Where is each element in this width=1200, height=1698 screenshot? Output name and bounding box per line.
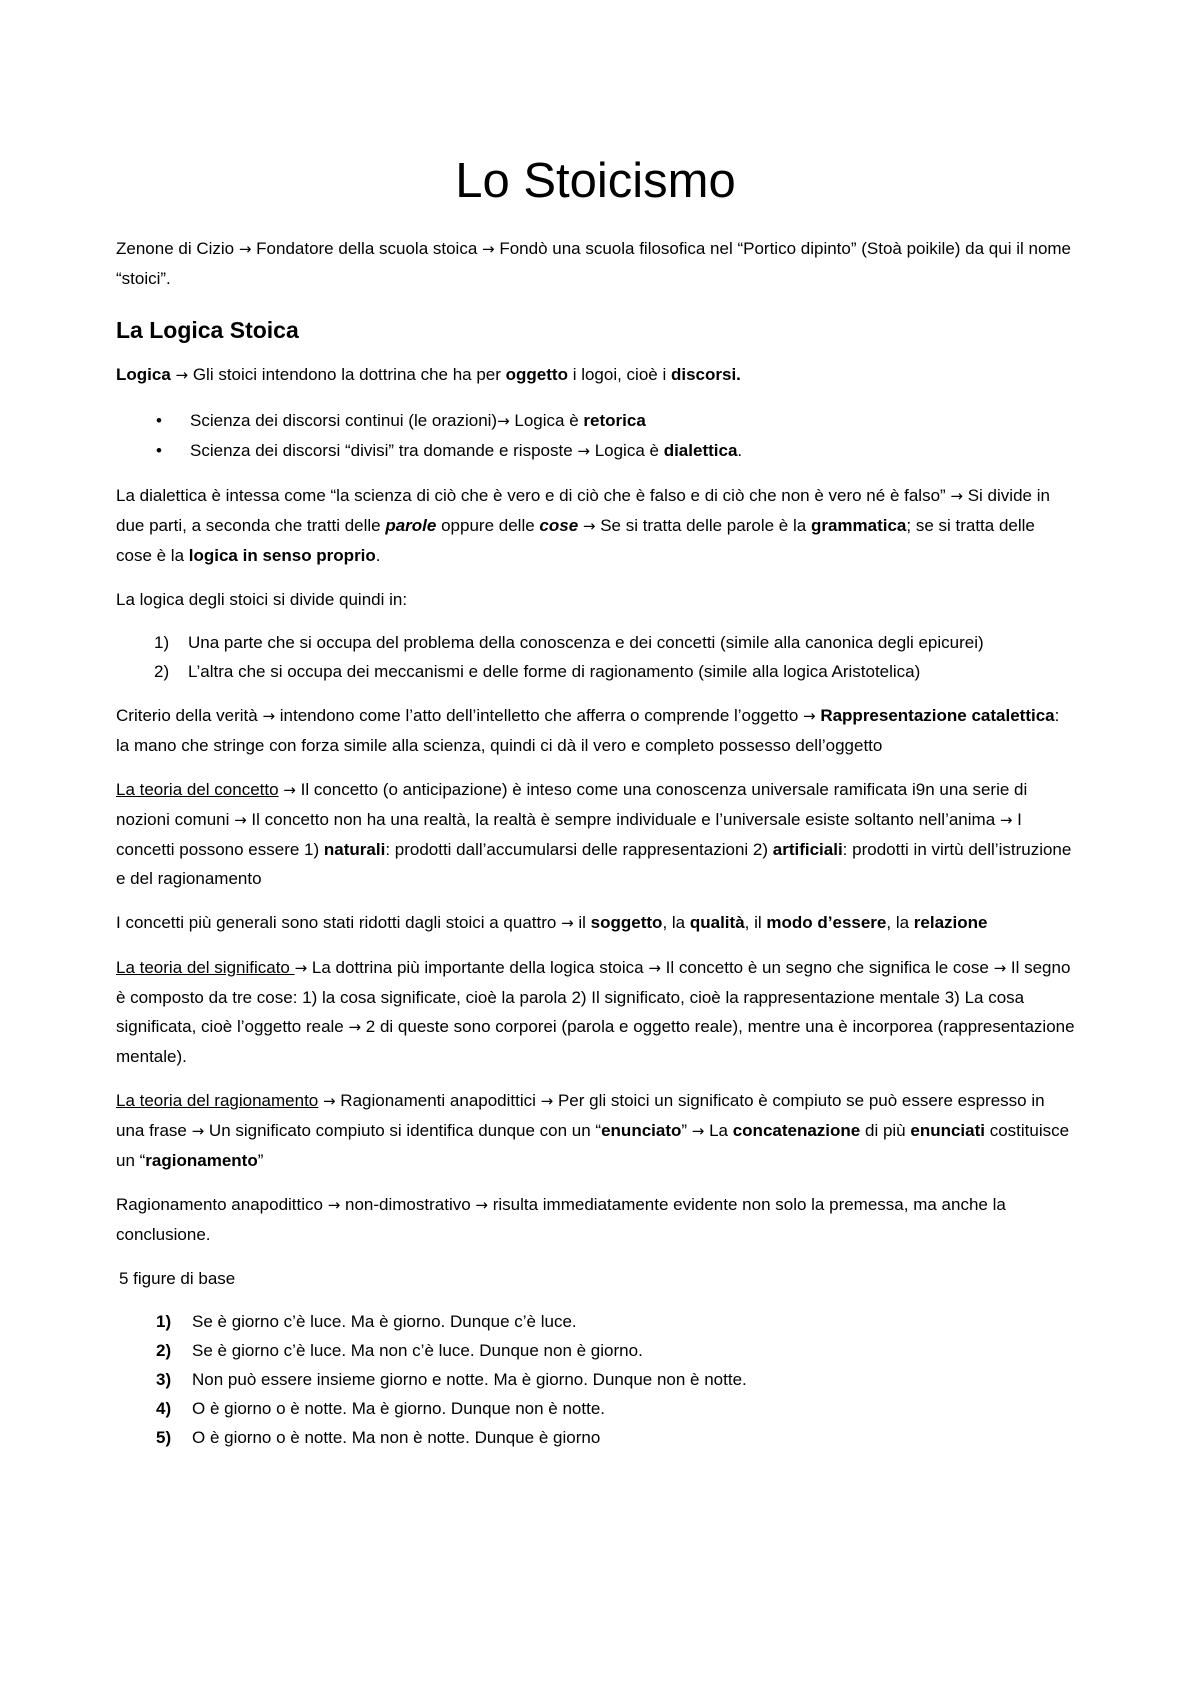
arrow-icon: →: [234, 811, 247, 829]
significato-title: La teoria del significato: [116, 958, 295, 977]
list-item: [116, 1307, 1075, 1336]
significato-text: La dottrina più importante della logica stoica: [307, 958, 649, 977]
criterio-bold: Rappresentazione catalettica: [820, 706, 1055, 725]
generali-text: il: [573, 913, 591, 932]
anapodittico-text: non-dimostrativo: [340, 1195, 476, 1214]
bullet-text: .: [737, 441, 743, 460]
logica-bold-discorsi: discorsi.: [670, 365, 741, 384]
anapodittico-paragraph: [116, 1190, 1075, 1249]
list-number: 2): [156, 1341, 172, 1360]
divide-paragraph: La logica degli stoici si divide quindi in:: [116, 590, 408, 609]
arrow-icon: →: [191, 1122, 205, 1140]
bullet-text: Logica è: [589, 441, 664, 460]
ragionamento-title: La teoria del ragionamento: [116, 1091, 319, 1110]
concetto-text: : prodotti dall’accumularsi delle rappresentazioni 2): [385, 840, 773, 859]
dialettica-text: Si divide in due parti, a seconda che tratti delle: [116, 486, 1050, 535]
anapodittico-text: Ragionamento anapodittico: [116, 1195, 328, 1214]
criterio-text: intendono come l’atto dell’intelletto che afferra o comprende l’oggetto: [275, 706, 803, 725]
concetto-text: : prodotti in virtù dell’istruzione e del ragionamento: [116, 840, 1072, 888]
list-item: [116, 406, 1075, 436]
arrow-icon: →: [475, 1196, 488, 1214]
bullet-icon: •: [156, 441, 162, 460]
significato-text: Il concetto è un segno che significa le cose: [660, 958, 994, 977]
logica-text-1: Gli stoici intendono la dottrina che ha per: [188, 365, 506, 384]
generali-text: , la: [662, 913, 690, 932]
dialettica-grammatica: grammatica: [810, 516, 907, 535]
list-item: [116, 1423, 1075, 1452]
list-item: [116, 628, 1075, 657]
bullet-text: Scienza dei discorsi continui (le orazioni): [190, 411, 498, 430]
arrow-icon: →: [348, 1018, 362, 1036]
list-text: O è giorno o è notte. Ma è giorno. Dunque non è notte.: [192, 1399, 606, 1418]
arrow-icon: →: [262, 707, 276, 725]
ragionamento-bold: enunciati: [910, 1121, 985, 1140]
bullet-icon: •: [156, 411, 162, 430]
dialettica-text: La dialettica è intessa come “la scienza di ciò che è vero e di ciò che è falso e di ciò che non è vero né è falso”: [116, 486, 951, 505]
concetto-text: I concetti possono essere 1): [116, 810, 1022, 859]
criterio-paragraph: [116, 701, 1075, 760]
section-heading: La Logica Stoica: [116, 317, 299, 343]
dialettica-text: oppure delle: [436, 516, 540, 535]
generali-bold: relazione: [913, 913, 988, 932]
arrow-icon: →: [497, 412, 510, 430]
concetto-text: Il concetto non ha una realtà, la realtà è sempre individuale e l’universale esiste soltanto nell’anima: [246, 810, 1000, 829]
arrow-icon: →: [322, 1092, 336, 1110]
figure-heading: 5 figure di base: [119, 1269, 236, 1288]
arrow-icon: →: [648, 959, 661, 977]
ragionamento-text: La: [704, 1121, 733, 1140]
logica-term: Logica: [116, 365, 171, 384]
ragionamento-paragraph: [116, 1086, 1075, 1175]
significato-text: 2 di queste sono corporei (parola e oggetto reale), mentre una è incorporea (rappresentazione mentale).: [116, 1017, 1075, 1066]
arrow-icon: →: [238, 240, 252, 258]
concetto-bold: artificiali: [772, 840, 843, 859]
intro-text-1: Zenone di Cizio: [116, 239, 239, 258]
list-text: O è giorno o è notte. Ma non è notte. Dunque è giorno: [192, 1428, 601, 1447]
ragionamento-text: Per gli stoici un significato è compiuto se può essere espresso in una frase: [116, 1091, 1045, 1140]
arrow-icon: →: [950, 487, 963, 505]
list-text: Se è giorno c’è luce. Ma non c’è luce. Dunque non è giorno.: [192, 1341, 643, 1360]
anapodittico-text: risulta immediatamente evidente non solo la premessa, ma anche la conclusione.: [116, 1195, 1006, 1244]
dialettica-cose: cose: [539, 516, 579, 535]
bullet-text: Scienza dei discorsi “divisi” tra domande e risposte: [190, 441, 578, 460]
generali-text: I concetti più generali sono stati ridotti dagli stoici a quattro: [116, 913, 562, 932]
dialettica-text: .: [375, 546, 381, 565]
concetto-paragraph: [116, 775, 1075, 893]
list-text: Una parte che si occupa del problema della conoscenza e dei concetti (simile alla canonica degli epicurei): [188, 633, 984, 652]
ragionamento-text: costituisce un “: [116, 1121, 1070, 1170]
ragionamento-bold: enunciato: [601, 1121, 682, 1140]
generali-bold: qualità: [689, 913, 745, 932]
bullet-bold: dialettica: [663, 441, 738, 460]
generali-text: , il: [744, 913, 767, 932]
arrow-icon: →: [803, 707, 816, 725]
dialettica-text: ; se si tratta delle cose è la: [116, 516, 1035, 565]
logica-text-2: i logoi, cioè i: [567, 365, 671, 384]
arrow-icon: →: [482, 240, 495, 258]
list-item: [116, 657, 1075, 686]
logica-paragraph: [116, 360, 1075, 390]
list-item: [116, 1394, 1075, 1423]
arrow-icon: →: [691, 1122, 705, 1140]
ragionamento-text: Un significato compiuto si identifica dunque con un “: [204, 1121, 602, 1140]
ragionamento-bold: concatenazione: [732, 1121, 861, 1140]
arrow-icon: →: [294, 959, 308, 977]
list-item: [116, 1365, 1075, 1394]
bullet-bold: retorica: [583, 411, 646, 430]
list-item: [116, 1336, 1075, 1365]
intro-text-3: Fondò una scuola filosofica nel “Portico dipinto” (Stoà poikile) da qui il nome “stoici”.: [116, 239, 1072, 288]
arrow-icon: →: [582, 517, 596, 535]
dialettica-logica: logica in senso proprio: [188, 546, 376, 565]
dialettica-paragraph: [116, 481, 1075, 570]
arrow-icon: →: [561, 914, 574, 932]
ragionamento-text: Ragionamenti anapodittici: [335, 1091, 541, 1110]
arrow-icon: →: [327, 1196, 341, 1214]
bullet-list: [116, 406, 1075, 466]
concetto-text: Il concetto (o anticipazione) è inteso come una conoscenza universale ramificata i9n una serie di nozioni comuni: [116, 780, 1028, 829]
ragionamento-text: ”: [681, 1121, 692, 1140]
ragionamento-text: ”: [257, 1151, 264, 1170]
list-number: 3): [156, 1370, 172, 1389]
list-text: L’altra che si occupa dei meccanismi e delle forme di ragionamento (simile alla logica Aristotelica): [188, 662, 921, 681]
arrow-icon: →: [540, 1092, 554, 1110]
figures-list: [116, 1307, 1075, 1452]
generali-text: , la: [886, 913, 914, 932]
bullet-text: Logica è: [509, 411, 584, 430]
list-number: 5): [156, 1428, 172, 1447]
criterio-text: Criterio della verità: [116, 706, 263, 725]
list-number: 4): [156, 1399, 172, 1418]
generali-paragraph: [116, 908, 1075, 938]
intro-paragraph: [116, 234, 1075, 293]
list-text: Se è giorno c’è luce. Ma è giorno. Dunque c’è luce.: [192, 1312, 577, 1331]
list-number: 1): [156, 1312, 172, 1331]
list-number: 2): [154, 662, 170, 681]
list-number: 1): [154, 633, 170, 652]
page-title: Lo Stoicismo: [455, 154, 736, 208]
dialettica-text: Se si tratta delle parole è la: [595, 516, 811, 535]
generali-bold: soggetto: [590, 913, 663, 932]
intro-text-2: Fondatore della scuola stoica: [251, 239, 483, 258]
list-text: Non può essere insieme giorno e notte. Ma è giorno. Dunque non è notte.: [192, 1370, 747, 1389]
concetto-bold: naturali: [323, 840, 386, 859]
significato-text: Il segno è composto da tre cose: 1) la cosa significate, cioè la parola 2) Il significato, cioè la rappresentazione mentale 3) La cosa significata, cioè l’oggetto reale: [116, 958, 1071, 1036]
parts-list: [116, 628, 1075, 686]
generali-bold: modo d’essere: [766, 913, 887, 932]
criterio-text: : la mano che stringe con forza simile alla scienza, quindi ci dà il vero e completo possesso dell’oggetto: [116, 706, 1060, 755]
significato-paragraph: [116, 953, 1075, 1071]
arrow-icon: →: [283, 781, 296, 799]
arrow-icon: →: [993, 959, 1007, 977]
arrow-icon: →: [175, 366, 189, 384]
arrow-icon: →: [577, 442, 590, 460]
ragionamento-bold: ragionamento: [145, 1151, 258, 1170]
ragionamento-text: di più: [860, 1121, 911, 1140]
concetto-title: La teoria del concetto: [116, 780, 279, 799]
list-item: [116, 436, 1075, 466]
dialettica-parole: parole: [385, 516, 437, 535]
arrow-icon: →: [999, 811, 1013, 829]
logica-bold-oggetto: oggetto: [505, 365, 568, 384]
